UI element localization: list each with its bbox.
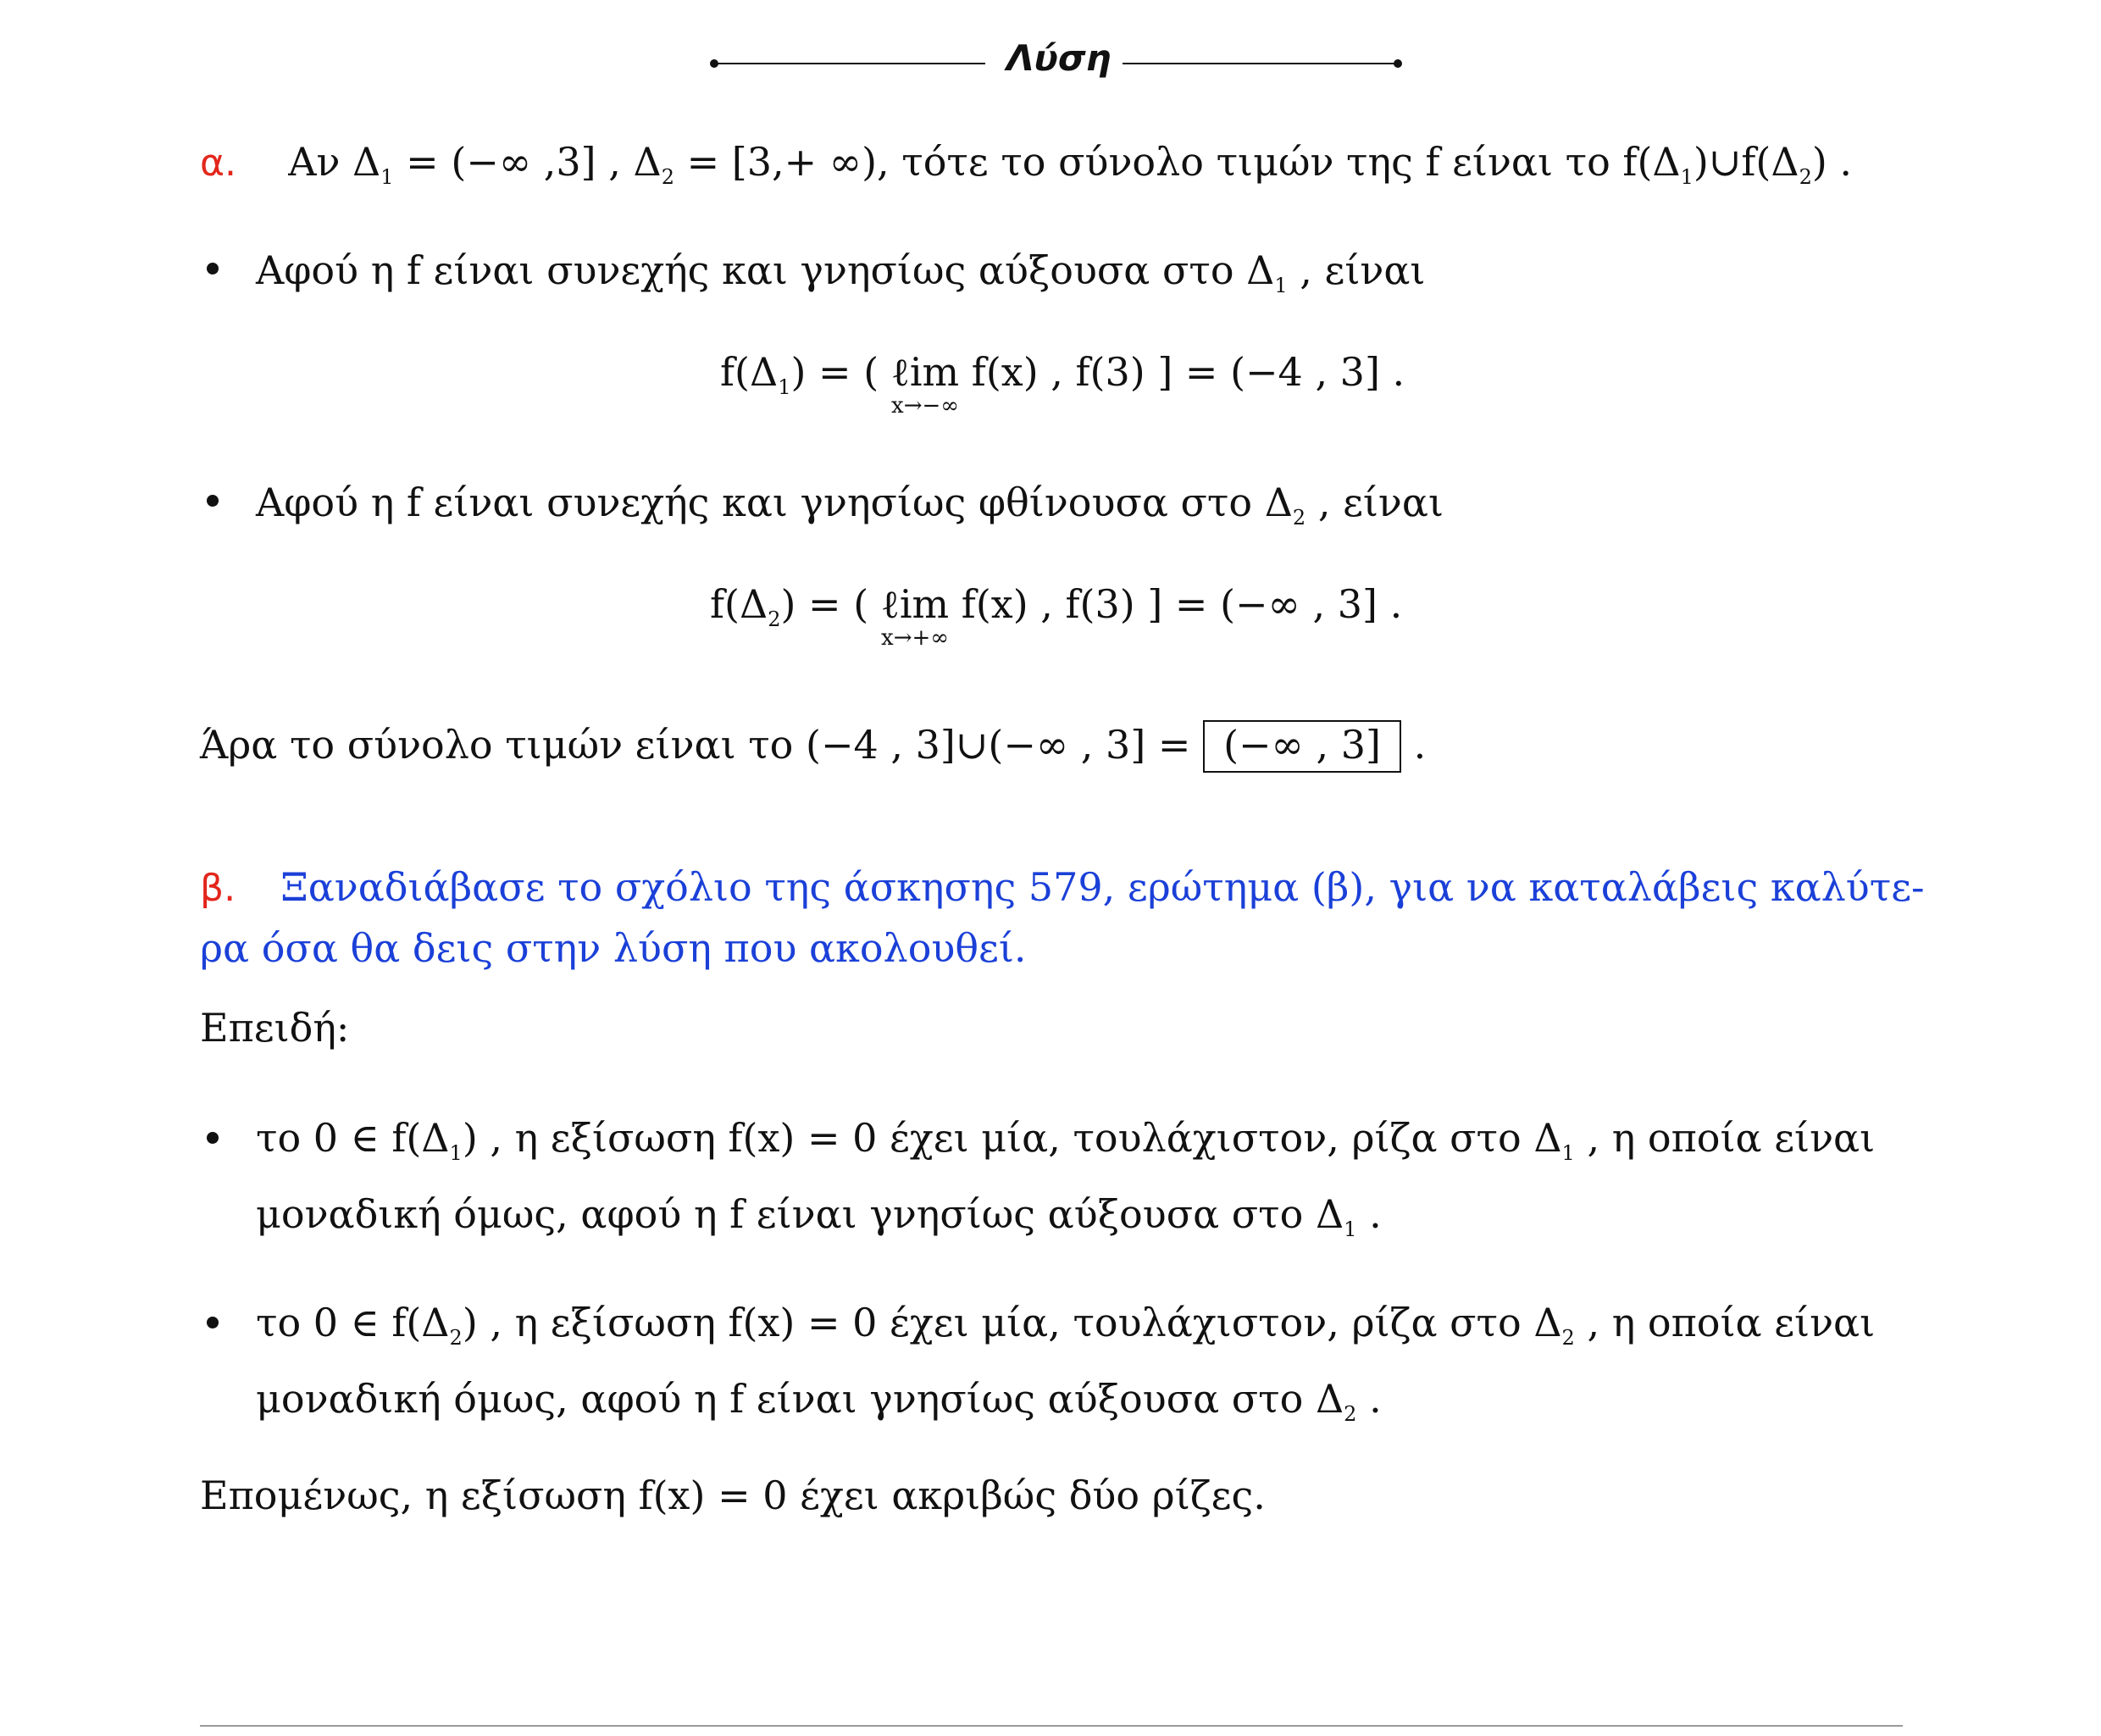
bullet-end: , είναι bbox=[1306, 480, 1444, 525]
note-text: Ξαναδιάβασε το σχόλιο της άσκησης 579, ερώτημα (β), για να καταλάβεις καλύτε- bbox=[280, 864, 1925, 910]
subscript-1: 1 bbox=[380, 165, 394, 189]
formula-left: f(Δ bbox=[710, 581, 768, 627]
limit-expression bbox=[890, 349, 960, 419]
subscript-2: 2 bbox=[449, 1326, 463, 1350]
bullet-text: μοναδική όμως, αφού η f είναι γνησίως αύξουσα στο Δ bbox=[256, 1191, 1344, 1237]
formula-f-delta1 bbox=[720, 349, 1405, 419]
part-a-intro bbox=[200, 139, 1853, 189]
formula-left: f(Δ bbox=[720, 349, 779, 395]
bullet-end: , είναι bbox=[1287, 247, 1426, 293]
part-a-conclusion bbox=[200, 720, 1426, 773]
part-a-bullet-2 bbox=[256, 480, 1444, 530]
part-a-label: α. bbox=[200, 141, 236, 185]
bullet-text: , η οποία είναι bbox=[1574, 1115, 1876, 1161]
part-b-final: Επομένως, η εξίσωση f(x) = 0 έχει ακριβώς δύο ρίζες. bbox=[200, 1473, 1266, 1518]
header-left-rule bbox=[714, 63, 985, 64]
subscript-1: 1 bbox=[1561, 1141, 1575, 1165]
page-title: Λύση bbox=[1006, 37, 1111, 79]
part-b-since: Επειδή: bbox=[200, 1005, 350, 1051]
bullet-text: ) , η εξίσωση f(x) = 0 έχει μία, τουλάχιστον, ρίζα στο Δ bbox=[462, 1115, 1562, 1161]
subscript-2: 2 bbox=[768, 607, 781, 631]
subscript-2: 2 bbox=[661, 165, 674, 189]
part-b-label: β. bbox=[200, 867, 236, 910]
part-b-note-line-2: ρα όσα θα δεις στην λύση που ακολουθεί. bbox=[200, 925, 1027, 971]
part-a-bullet-1 bbox=[256, 247, 1426, 297]
limit-symbol: ℓim bbox=[880, 581, 950, 627]
limit-symbol: ℓim bbox=[890, 349, 960, 395]
subscript-2: 2 bbox=[1561, 1326, 1575, 1350]
bullet-text: Αφού η f είναι συνεχής και γνησίως φθίνουσα στο Δ bbox=[256, 480, 1293, 525]
union-text: )∪f(Δ bbox=[1693, 139, 1799, 185]
intro-end: ) . bbox=[1811, 139, 1853, 185]
bullet-text: ) , η εξίσωση f(x) = 0 έχει μία, τουλάχιστον, ρίζα στο Δ bbox=[462, 1300, 1562, 1345]
limit-subscript: x→+∞ bbox=[881, 625, 949, 651]
header-right-dot bbox=[1394, 59, 1402, 68]
bullet-text: το 0 ∈ f(Δ bbox=[256, 1115, 450, 1161]
subscript-1: 1 bbox=[1274, 274, 1288, 297]
subscript-1: 1 bbox=[778, 375, 791, 399]
part-a-intro-text: Αν Δ bbox=[288, 139, 381, 185]
interval-d2-text: = [3,+ ∞), τότε το σύνολο τιμών της f είναι το f(Δ bbox=[674, 139, 1681, 185]
part-b-note-line-1 bbox=[200, 864, 1925, 910]
bullet-text: , η οποία είναι bbox=[1574, 1300, 1876, 1345]
subscript-2: 2 bbox=[1344, 1402, 1357, 1426]
bullet-end: . bbox=[1356, 1191, 1382, 1237]
conclusion-end: . bbox=[1413, 722, 1427, 768]
bullet-marker bbox=[207, 263, 219, 275]
bullet-marker bbox=[207, 1317, 219, 1328]
subscript-2: 2 bbox=[1799, 165, 1812, 189]
bullet-end: . bbox=[1356, 1376, 1382, 1422]
limit-expression bbox=[880, 581, 950, 651]
interval-d1: = (−∞ ,3] , Δ bbox=[393, 139, 662, 185]
formula-rest: f(x) , f(3) ] = (−4 , 3] . bbox=[971, 349, 1405, 395]
header-right-rule bbox=[1123, 63, 1398, 64]
part-b-bullet-1-line-2 bbox=[256, 1191, 1382, 1241]
part-b-bullet-2-line-2 bbox=[256, 1376, 1382, 1426]
conclusion-text: Άρα το σύνολο τιμών είναι το (−4 , 3]∪(−∞ , 3] = bbox=[200, 722, 1191, 768]
bullet-marker bbox=[207, 1132, 219, 1144]
boxed-answer: (−∞ , 3] bbox=[1203, 720, 1401, 773]
bullet-text: Αφού η f είναι συνεχής και γνησίως αύξουσα στο Δ bbox=[256, 247, 1275, 293]
footer-rule bbox=[200, 1725, 1903, 1727]
bullet-text: το 0 ∈ f(Δ bbox=[256, 1300, 450, 1345]
subscript-2: 2 bbox=[1292, 506, 1306, 530]
subscript-1: 1 bbox=[1344, 1217, 1357, 1241]
bullet-marker bbox=[207, 495, 219, 507]
formula-rest: f(x) , f(3) ] = (−∞ , 3] . bbox=[961, 581, 1403, 627]
formula-eq: ) = ( bbox=[790, 349, 879, 395]
part-b-bullet-2-line-1 bbox=[256, 1300, 1876, 1350]
formula-eq: ) = ( bbox=[780, 581, 869, 627]
bullet-text: μοναδική όμως, αφού η f είναι γνησίως αύξουσα στο Δ bbox=[256, 1376, 1344, 1422]
subscript-1: 1 bbox=[449, 1141, 463, 1165]
part-b-bullet-1-line-1 bbox=[256, 1115, 1876, 1165]
subscript-1: 1 bbox=[1680, 165, 1694, 189]
limit-subscript: x→−∞ bbox=[891, 393, 959, 419]
formula-f-delta2 bbox=[710, 581, 1403, 651]
